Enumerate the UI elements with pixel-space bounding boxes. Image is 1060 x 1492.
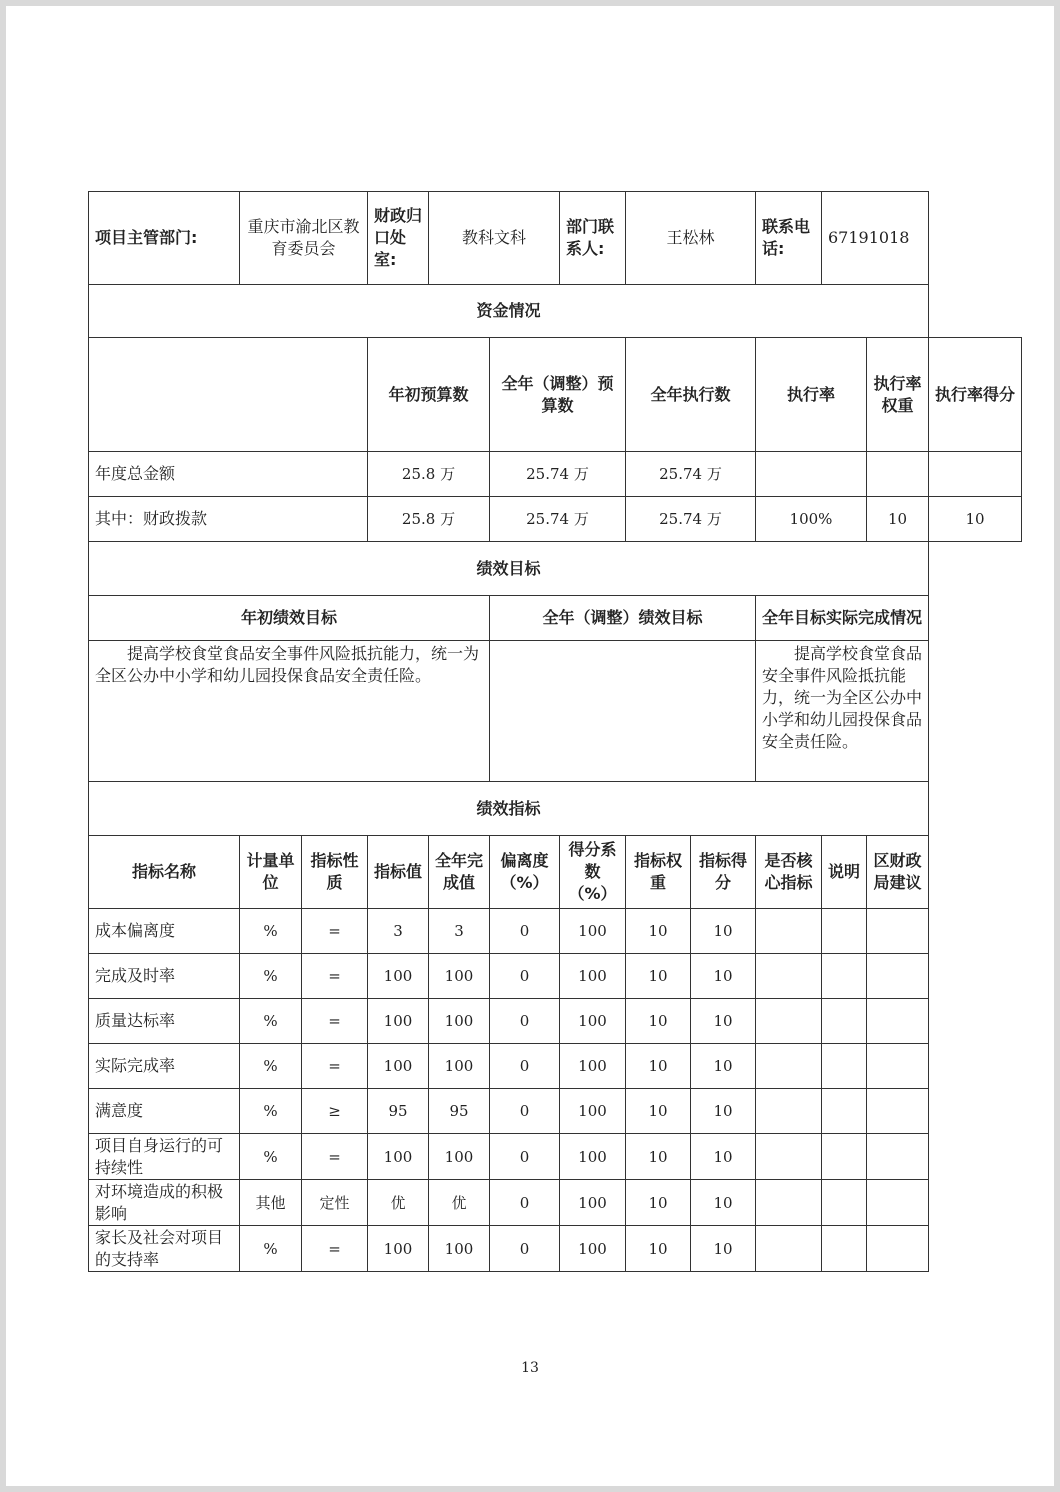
indicator-nature: 定性 — [302, 1180, 368, 1226]
dept-value: 重庆市渝北区教育委员会 — [240, 192, 368, 285]
indicator-weight: 10 — [626, 954, 691, 999]
indicator-nature: = — [302, 909, 368, 954]
funds-col-rate: 执行率 — [756, 338, 867, 452]
funds-weight: 10 — [867, 497, 929, 542]
funds-adjusted: 25.74 万 — [490, 497, 626, 542]
indicator-unit: % — [240, 1089, 302, 1134]
indicator-coef: 100 — [560, 954, 626, 999]
indicator-target: 优 — [368, 1180, 429, 1226]
indicator-score: 10 — [691, 909, 756, 954]
indicator-deviation: 0 — [490, 1089, 560, 1134]
indicator-coef: 100 — [560, 1226, 626, 1272]
ind-col-coef: 得分系数（%） — [560, 836, 626, 909]
indicator-target: 100 — [368, 1226, 429, 1272]
indicator-score: 10 — [691, 1226, 756, 1272]
indicator-actual: 100 — [429, 1226, 490, 1272]
indicator-weight: 10 — [626, 1226, 691, 1272]
indicator-coef: 100 — [560, 1180, 626, 1226]
indicator-note — [822, 954, 867, 999]
indicator-core — [756, 909, 822, 954]
indicator-actual: 100 — [429, 1134, 490, 1180]
indicator-name: 家长及社会对项目的支持率 — [89, 1226, 240, 1272]
funds-score: 10 — [929, 497, 1022, 542]
indicator-note — [822, 909, 867, 954]
indicator-unit: % — [240, 1226, 302, 1272]
indicator-deviation: 0 — [490, 909, 560, 954]
funds-col-weight: 执行率权重 — [867, 338, 929, 452]
ind-col-nature: 指标性质 — [302, 836, 368, 909]
indicators-body — [89, 909, 1022, 1272]
indicators-section-title: 绩效指标 — [89, 782, 929, 836]
indicator-core — [756, 954, 822, 999]
indicator-note — [822, 1226, 867, 1272]
goals-col-adjusted: 全年（调整）绩效目标 — [490, 596, 756, 641]
indicator-unit: % — [240, 1044, 302, 1089]
ind-col-name: 指标名称 — [89, 836, 240, 909]
indicator-target: 100 — [368, 954, 429, 999]
page-number: 13 — [521, 1360, 539, 1376]
indicator-actual: 100 — [429, 999, 490, 1044]
indicator-row — [89, 1226, 1022, 1272]
contact-value: 王松林 — [626, 192, 756, 285]
funds-initial: 25.8 万 — [368, 497, 490, 542]
indicator-score: 10 — [691, 1134, 756, 1180]
indicator-name: 成本偏离度 — [89, 909, 240, 954]
indicator-name: 质量达标率 — [89, 999, 240, 1044]
indicator-nature: = — [302, 1134, 368, 1180]
indicator-name: 项目自身运行的可持续性 — [89, 1134, 240, 1180]
goals-section-title: 绩效目标 — [89, 542, 929, 596]
indicator-deviation: 0 — [490, 1044, 560, 1089]
ind-col-deviation: 偏离度（%） — [490, 836, 560, 909]
indicator-nature: = — [302, 954, 368, 999]
indicator-row — [89, 999, 1022, 1044]
ind-col-advice: 区财政局建议 — [867, 836, 929, 909]
indicator-deviation: 0 — [490, 1180, 560, 1226]
finance-label: 财政归口处室: — [368, 192, 429, 285]
indicator-row — [89, 1089, 1022, 1134]
indicator-deviation: 0 — [490, 954, 560, 999]
performance-table — [88, 191, 1022, 1272]
indicator-deviation: 0 — [490, 1226, 560, 1272]
indicator-coef: 100 — [560, 1089, 626, 1134]
indicator-coef: 100 — [560, 999, 626, 1044]
goals-col-actual: 全年目标实际完成情况 — [756, 596, 929, 641]
funds-row-label: 年度总金额 — [89, 452, 368, 497]
funds-weight — [867, 452, 929, 497]
indicator-weight: 10 — [626, 909, 691, 954]
funds-row — [89, 452, 1022, 497]
ind-col-score: 指标得分 — [691, 836, 756, 909]
funds-score — [929, 452, 1022, 497]
indicator-advice — [867, 1180, 929, 1226]
ind-col-actual: 全年完成值 — [429, 836, 490, 909]
indicator-target: 100 — [368, 1134, 429, 1180]
indicator-unit: % — [240, 954, 302, 999]
indicator-coef: 100 — [560, 909, 626, 954]
indicator-name: 实际完成率 — [89, 1044, 240, 1089]
funds-section-title: 资金情况 — [89, 285, 929, 338]
ind-col-unit: 计量单位 — [240, 836, 302, 909]
funds-rate: 100% — [756, 497, 867, 542]
funds-executed: 25.74 万 — [626, 497, 756, 542]
indicator-core — [756, 999, 822, 1044]
indicator-score: 10 — [691, 1180, 756, 1226]
indicator-actual: 100 — [429, 1044, 490, 1089]
indicator-nature: = — [302, 1044, 368, 1089]
indicator-note — [822, 1089, 867, 1134]
indicator-note — [822, 999, 867, 1044]
indicator-advice — [867, 909, 929, 954]
indicator-core — [756, 1180, 822, 1226]
dept-label: 项目主管部门: — [89, 192, 240, 285]
indicator-actual: 3 — [429, 909, 490, 954]
indicator-actual: 优 — [429, 1180, 490, 1226]
funds-executed: 25.74 万 — [626, 452, 756, 497]
phone-value: 67191018 — [822, 192, 929, 285]
indicator-core — [756, 1226, 822, 1272]
goals-actual-text: 提高学校食堂食品安全事件风险抵抗能力，统一为全区公办中小学和幼儿园投保食品安全责任险。 — [756, 641, 929, 782]
indicator-advice — [867, 1134, 929, 1180]
goals-adjusted-text — [490, 641, 756, 782]
indicator-coef: 100 — [560, 1134, 626, 1180]
indicator-score: 10 — [691, 1044, 756, 1089]
funds-corner-cell — [89, 338, 368, 452]
indicator-unit: 其他 — [240, 1180, 302, 1226]
indicator-deviation: 0 — [490, 1134, 560, 1180]
indicator-coef: 100 — [560, 1044, 626, 1089]
indicators-header-row — [89, 836, 1022, 909]
goals-initial-text: 提高学校食堂食品安全事件风险抵抗能力，统一为全区公办中小学和幼儿园投保食品安全责任险。 — [89, 641, 490, 782]
indicator-unit: % — [240, 1134, 302, 1180]
goals-col-initial: 年初绩效目标 — [89, 596, 490, 641]
funds-row — [89, 497, 1022, 542]
indicator-target: 3 — [368, 909, 429, 954]
indicator-target: 100 — [368, 1044, 429, 1089]
funds-row-label: 其中：财政拨款 — [89, 497, 368, 542]
ind-col-note: 说明 — [822, 836, 867, 909]
indicator-actual: 100 — [429, 954, 490, 999]
indicator-name: 完成及时率 — [89, 954, 240, 999]
funds-initial: 25.8 万 — [368, 452, 490, 497]
indicator-row — [89, 909, 1022, 954]
indicator-weight: 10 — [626, 1044, 691, 1089]
indicator-name: 满意度 — [89, 1089, 240, 1134]
indicator-row — [89, 1044, 1022, 1089]
indicator-score: 10 — [691, 1089, 756, 1134]
phone-label: 联系电话: — [756, 192, 822, 285]
indicator-score: 10 — [691, 954, 756, 999]
funds-col-score: 执行率得分 — [929, 338, 1022, 452]
indicator-target: 95 — [368, 1089, 429, 1134]
funds-col-executed: 全年执行数 — [626, 338, 756, 452]
indicator-row — [89, 954, 1022, 999]
indicator-weight: 10 — [626, 999, 691, 1044]
funds-rate — [756, 452, 867, 497]
contact-label: 部门联系人: — [560, 192, 626, 285]
indicator-name: 对环境造成的积极影响 — [89, 1180, 240, 1226]
ind-col-core: 是否核心指标 — [756, 836, 822, 909]
indicator-advice — [867, 954, 929, 999]
finance-value: 教科文科 — [429, 192, 560, 285]
indicator-deviation: 0 — [490, 999, 560, 1044]
indicator-advice — [867, 999, 929, 1044]
indicator-nature: = — [302, 999, 368, 1044]
indicator-actual: 95 — [429, 1089, 490, 1134]
indicator-note — [822, 1180, 867, 1226]
funds-col-initial: 年初预算数 — [368, 338, 490, 452]
indicator-core — [756, 1134, 822, 1180]
indicator-target: 100 — [368, 999, 429, 1044]
indicator-core — [756, 1089, 822, 1134]
indicator-score: 10 — [691, 999, 756, 1044]
indicator-advice — [867, 1044, 929, 1089]
indicator-nature: ≥ — [302, 1089, 368, 1134]
indicator-advice — [867, 1226, 929, 1272]
indicator-row — [89, 1180, 1022, 1226]
indicator-note — [822, 1134, 867, 1180]
indicator-weight: 10 — [626, 1134, 691, 1180]
indicator-weight: 10 — [626, 1089, 691, 1134]
indicator-core — [756, 1044, 822, 1089]
indicator-nature: = — [302, 1226, 368, 1272]
ind-col-target: 指标值 — [368, 836, 429, 909]
ind-col-weight: 指标权重 — [626, 836, 691, 909]
indicator-unit: % — [240, 909, 302, 954]
indicator-weight: 10 — [626, 1180, 691, 1226]
indicator-note — [822, 1044, 867, 1089]
indicator-row — [89, 1134, 1022, 1180]
funds-adjusted: 25.74 万 — [490, 452, 626, 497]
indicator-advice — [867, 1089, 929, 1134]
indicator-unit: % — [240, 999, 302, 1044]
funds-col-adjusted: 全年（调整）预算数 — [490, 338, 626, 452]
